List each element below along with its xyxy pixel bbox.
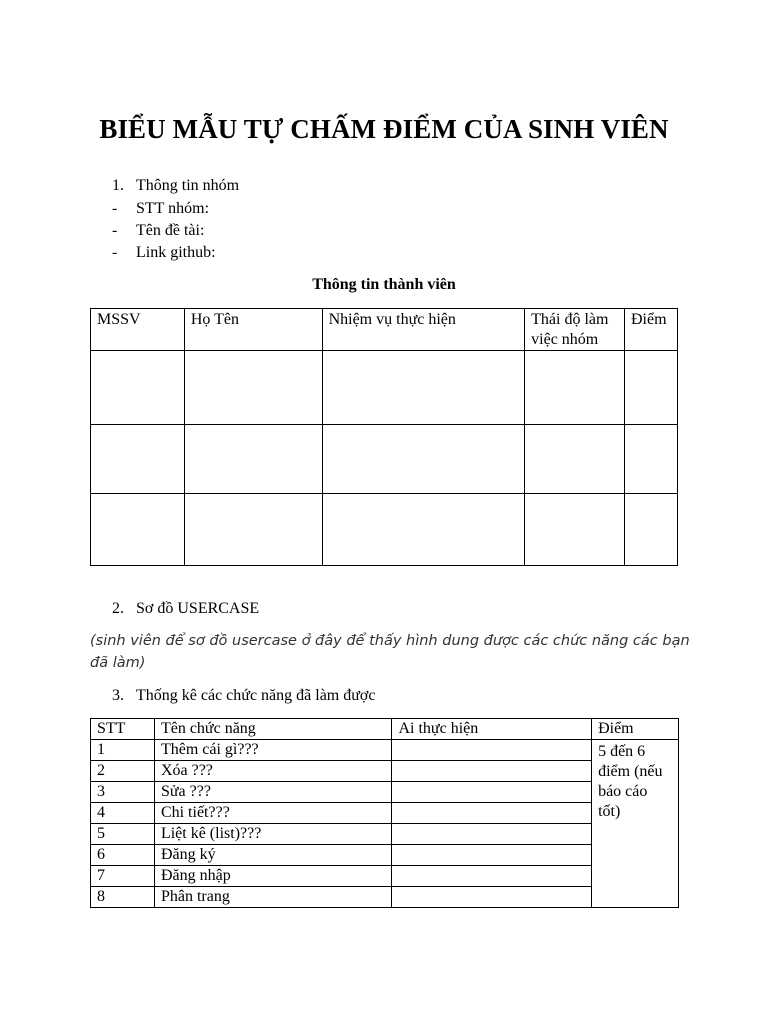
table-cell [184,425,322,494]
table-cell: 5 [91,824,155,845]
header-cell: MSSV [91,309,185,351]
list-item [112,243,216,263]
table-row [91,866,679,887]
page-title: BIỂU MẪU TỰ CHẤM ĐIỂM CỦA SINH VIÊN [99,114,669,144]
list-item-text: Tên đề tài: [136,222,205,239]
table-row [91,782,679,803]
section2-heading [112,599,259,619]
features-table [90,718,679,908]
table-cell [91,425,185,494]
bullet-marker: - [112,222,118,239]
members-heading: Thông tin thành viên [312,276,456,293]
section1-heading [112,176,239,196]
table-cell [392,740,592,761]
table-cell [392,845,592,866]
table-cell [322,351,525,425]
table-row [91,761,679,782]
table-cell: 4 [91,803,155,824]
table-cell: Sửa ??? [154,782,392,803]
table-cell [392,866,592,887]
table-cell: Liệt kê (list)??? [154,824,392,845]
table-cell [392,761,592,782]
list-item [112,199,209,219]
table-row [91,351,678,425]
table-cell: Thêm cái gì??? [154,740,392,761]
table-row [91,740,679,761]
section2-number: 2. [112,600,124,617]
table-cell: 7 [91,866,155,887]
header-cell: Tên chức năng [154,719,392,740]
table-cell [184,351,322,425]
section1-heading-text: Thông tin nhóm [136,177,240,194]
header-cell: Điểm [592,719,679,740]
table-row [91,494,678,566]
table-cell [322,425,525,494]
table-cell [392,803,592,824]
header-cell: Thái độ làm việc nhóm [525,309,625,351]
table-row [91,845,679,866]
table-cell [322,494,525,566]
table-header-row [91,309,678,351]
header-cell: Điểm [624,309,677,351]
table-cell [525,351,625,425]
table-row [91,824,679,845]
usecase-note-line: đã làm) [90,655,146,671]
table-cell [624,494,677,566]
section1-number: 1. [112,177,124,194]
list-item [112,221,204,241]
list-item-text: Link github: [136,244,216,261]
table-cell: Chi tiết??? [154,803,392,824]
header-cell: Nhiệm vụ thực hiện [322,309,525,351]
table-cell [525,425,625,494]
table-cell: Xóa ??? [154,761,392,782]
bullet-marker: - [112,200,118,217]
table-row [91,887,679,908]
table-cell [392,782,592,803]
header-cell: Họ Tên [184,309,322,351]
list-item-text: STT nhóm: [136,200,210,217]
table-cell [624,425,677,494]
table-cell: 2 [91,761,155,782]
section3-heading-text: Thống kê các chức năng đã làm được [136,687,376,704]
table-cell: Đăng ký [154,845,392,866]
table-cell [525,494,625,566]
table-cell: 3 [91,782,155,803]
section2-heading-text: Sơ đồ USERCASE [136,600,260,617]
table-row [91,803,679,824]
table-cell [392,824,592,845]
usecase-note-line: (sinh viên để sơ đồ usercase ở đây để thấy hình dung được các chức năng các bạn [90,633,690,649]
table-cell: 8 [91,887,155,908]
table-cell [392,887,592,908]
table-cell: Phân trang [154,887,392,908]
table-cell: 6 [91,845,155,866]
section3-number: 3. [112,687,124,704]
bullet-marker: - [112,244,118,261]
table-cell: Đăng nhập [154,866,392,887]
header-cell: STT [91,719,155,740]
table-cell [91,494,185,566]
table-cell [624,351,677,425]
members-table [90,308,678,566]
table-row [91,425,678,494]
score-note-cell: 5 đến 6 điểm (nếu báo cáo tốt) [592,740,679,908]
usecase-note [90,630,690,674]
table-header-row [91,719,679,740]
table-cell [184,494,322,566]
table-cell [91,351,185,425]
table-cell: 1 [91,740,155,761]
section3-heading [112,686,375,706]
header-cell: Ai thực hiện [392,719,592,740]
